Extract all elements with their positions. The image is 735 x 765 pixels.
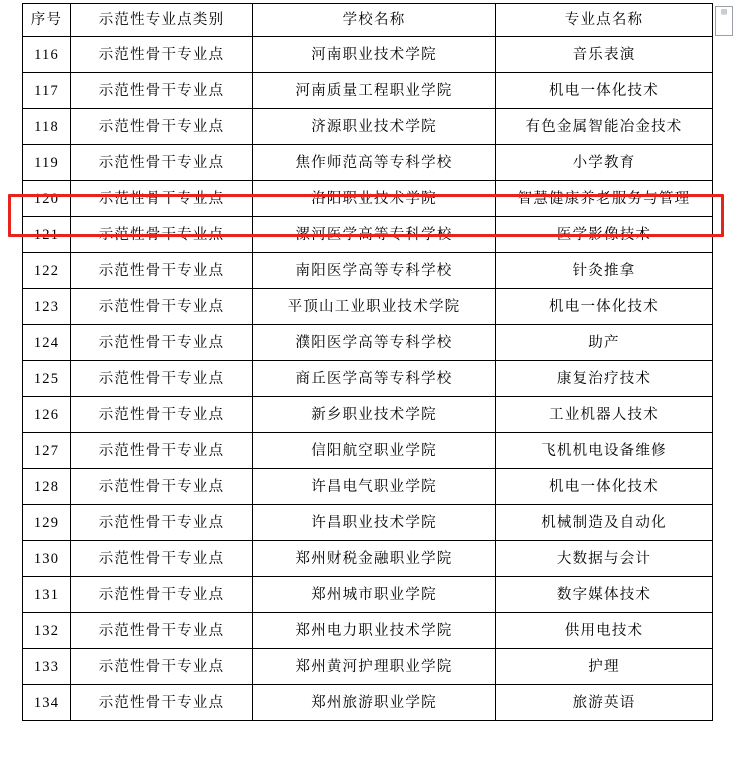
cell-school: 河南职业技术学院	[253, 37, 496, 73]
cell-major: 旅游英语	[496, 685, 713, 721]
cell-major: 机电一体化技术	[496, 469, 713, 505]
table-header-row	[23, 4, 713, 37]
cell-category: 示范性骨干专业点	[71, 505, 253, 541]
cell-category: 示范性骨干专业点	[71, 577, 253, 613]
cell-no: 131	[23, 577, 71, 613]
cell-category: 示范性骨干专业点	[71, 649, 253, 685]
cell-major: 机电一体化技术	[496, 289, 713, 325]
cell-school: 漯河医学高等专科学校	[253, 217, 496, 253]
cell-major: 飞机机电设备维修	[496, 433, 713, 469]
cell-no: 122	[23, 253, 71, 289]
column-header-category: 示范性专业点类别	[71, 4, 253, 37]
cell-school: 焦作师范高等专科学校	[253, 145, 496, 181]
cell-school: 平顶山工业职业技术学院	[253, 289, 496, 325]
column-header-school: 学校名称	[253, 4, 496, 37]
cell-no: 116	[23, 37, 71, 73]
table-row	[23, 73, 713, 109]
cell-no: 124	[23, 325, 71, 361]
cell-school: 信阳航空职业学院	[253, 433, 496, 469]
cell-no: 133	[23, 649, 71, 685]
cell-major: 康复治疗技术	[496, 361, 713, 397]
cell-category: 示范性骨干专业点	[71, 109, 253, 145]
cell-major: 工业机器人技术	[496, 397, 713, 433]
table-row	[23, 433, 713, 469]
table-row	[23, 361, 713, 397]
table-row	[23, 253, 713, 289]
cell-major: 供用电技术	[496, 613, 713, 649]
table-row	[23, 685, 713, 721]
cell-school: 许昌电气职业学院	[253, 469, 496, 505]
cell-school: 许昌职业技术学院	[253, 505, 496, 541]
cell-no: 123	[23, 289, 71, 325]
cell-major: 小学教育	[496, 145, 713, 181]
cell-school: 濮阳医学高等专科学校	[253, 325, 496, 361]
cell-school: 洛阳职业技术学院	[253, 181, 496, 217]
cell-category: 示范性骨干专业点	[71, 217, 253, 253]
table-body	[23, 37, 713, 721]
cell-category: 示范性骨干专业点	[71, 469, 253, 505]
cell-category: 示范性骨干专业点	[71, 289, 253, 325]
cell-category: 示范性骨干专业点	[71, 613, 253, 649]
cell-major: 医学影像技术	[496, 217, 713, 253]
table-row	[23, 649, 713, 685]
table-row	[23, 109, 713, 145]
cell-no: 134	[23, 685, 71, 721]
table-row	[23, 577, 713, 613]
column-header-major: 专业点名称	[496, 4, 713, 37]
cell-no: 127	[23, 433, 71, 469]
cell-major: 有色金属智能冶金技术	[496, 109, 713, 145]
table-row	[23, 325, 713, 361]
cell-school: 商丘医学高等专科学校	[253, 361, 496, 397]
cell-category: 示范性骨干专业点	[71, 397, 253, 433]
cell-no: 118	[23, 109, 71, 145]
cell-no: 125	[23, 361, 71, 397]
cell-no: 132	[23, 613, 71, 649]
cell-no: 120	[23, 181, 71, 217]
table-row	[23, 217, 713, 253]
cell-no: 117	[23, 73, 71, 109]
cell-category: 示范性骨干专业点	[71, 253, 253, 289]
cell-major: 大数据与会计	[496, 541, 713, 577]
specialty-points-table	[22, 3, 713, 721]
table-row	[23, 145, 713, 181]
cell-major: 智慧健康养老服务与管理	[496, 181, 713, 217]
cell-category: 示范性骨干专业点	[71, 145, 253, 181]
cell-school: 济源职业技术学院	[253, 109, 496, 145]
cell-no: 126	[23, 397, 71, 433]
table-row	[23, 613, 713, 649]
cell-school: 河南质量工程职业学院	[253, 73, 496, 109]
cell-category: 示范性骨干专业点	[71, 325, 253, 361]
cell-no: 119	[23, 145, 71, 181]
table-row	[23, 289, 713, 325]
page-edge-marker-icon	[715, 6, 733, 36]
cell-category: 示范性骨干专业点	[71, 37, 253, 73]
table-row	[23, 37, 713, 73]
cell-school: 郑州旅游职业学院	[253, 685, 496, 721]
table-row	[23, 505, 713, 541]
table-row	[23, 541, 713, 577]
cell-major: 音乐表演	[496, 37, 713, 73]
cell-school: 郑州黄河护理职业学院	[253, 649, 496, 685]
table-row-highlighted	[23, 181, 713, 217]
cell-major: 数字媒体技术	[496, 577, 713, 613]
cell-category: 示范性骨干专业点	[71, 73, 253, 109]
table-row	[23, 397, 713, 433]
cell-major: 机械制造及自动化	[496, 505, 713, 541]
cell-category: 示范性骨干专业点	[71, 361, 253, 397]
cell-school: 新乡职业技术学院	[253, 397, 496, 433]
cell-major: 针灸推拿	[496, 253, 713, 289]
cell-major: 护理	[496, 649, 713, 685]
cell-no: 129	[23, 505, 71, 541]
page-edge-marker-label: ▤	[720, 8, 728, 16]
cell-school: 郑州城市职业学院	[253, 577, 496, 613]
cell-category: 示范性骨干专业点	[71, 541, 253, 577]
table-row	[23, 469, 713, 505]
cell-category: 示范性骨干专业点	[71, 685, 253, 721]
cell-school: 郑州电力职业技术学院	[253, 613, 496, 649]
cell-no: 121	[23, 217, 71, 253]
cell-major: 助产	[496, 325, 713, 361]
cell-no: 128	[23, 469, 71, 505]
cell-category: 示范性骨干专业点	[71, 181, 253, 217]
cell-no: 130	[23, 541, 71, 577]
table-header	[23, 4, 713, 37]
cell-school: 郑州财税金融职业学院	[253, 541, 496, 577]
cell-category: 示范性骨干专业点	[71, 433, 253, 469]
column-header-no: 序号	[23, 4, 71, 37]
cell-major: 机电一体化技术	[496, 73, 713, 109]
cell-school: 南阳医学高等专科学校	[253, 253, 496, 289]
